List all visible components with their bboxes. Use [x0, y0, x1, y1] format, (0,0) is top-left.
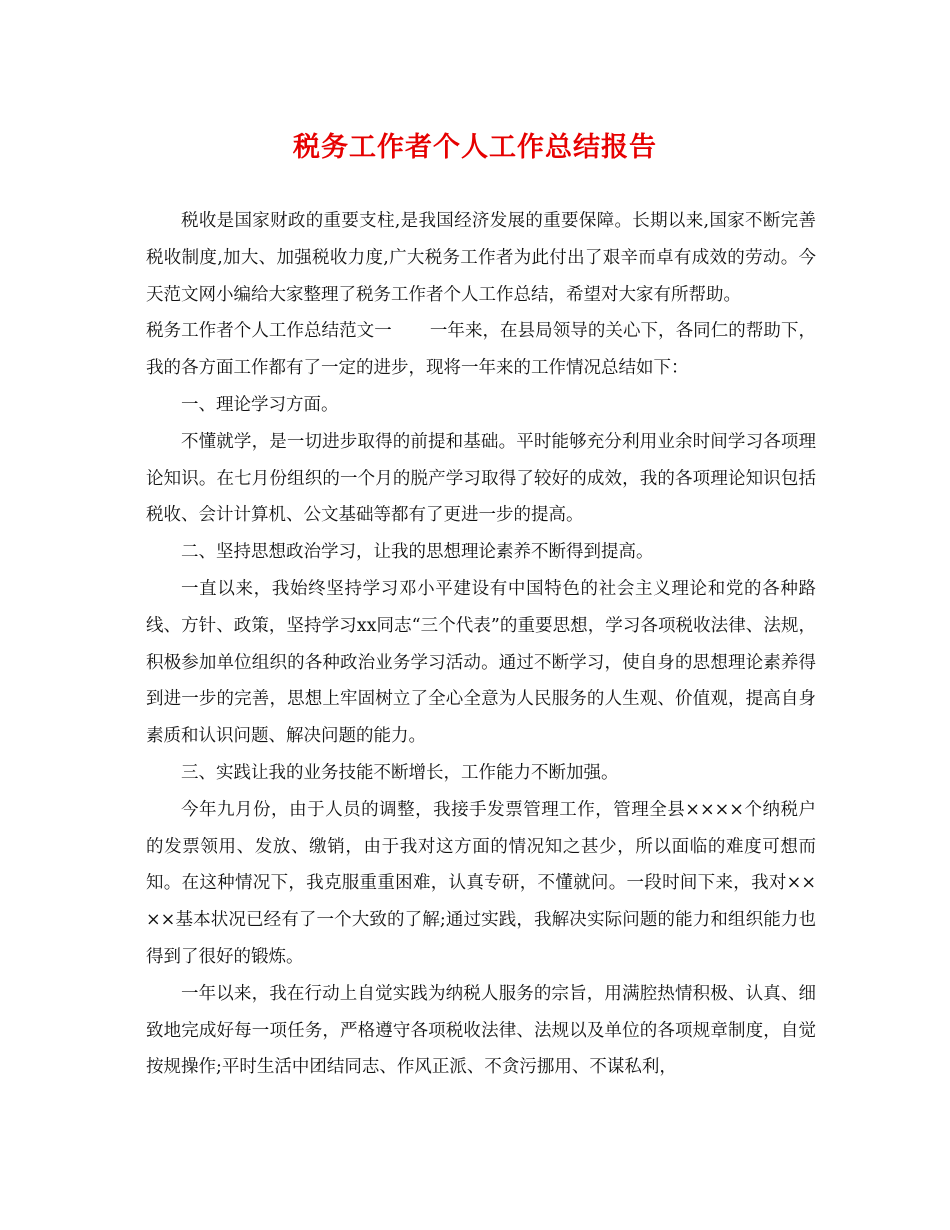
sample-paragraph	[146, 313, 816, 387]
section-2-heading: 二、坚持思想政治学习，让我的思想理论素养不断得到提高。	[181, 542, 654, 563]
document-body	[146, 203, 816, 1086]
section-3-paragraph-1: 今年九月份，由于人员的调整，我接手发票管理工作，管理全县××××个纳税户的发票领用、发放、缴销，由于我对这方面的情况知之甚少，所以面临的难度可想而知。在这种情况下，我克服重重困难，认真专研，不懂就问。一段时间下来，我对××××基本状况已经有了一个大致的了解;通过实践，我解决实际问题的能力和组织能力也得到了很好的锻炼。	[146, 799, 816, 967]
section-1-paragraph: 不懂就学，是一切进步取得的前提和基础。平时能够充分利用业余时间学习各项理论知识。在七月份组织的一个月的脱产学习取得了较好的成效，我的各项理论知识包括税收、会计计算机、公文基础等都有了更进一步的提高。	[146, 431, 816, 526]
section-3-paragraph-2: 一年以来，我在行动上自觉实践为纳税人服务的宗旨，用满腔热情积极、认真、细致地完成好每一项任务，严格遵守各项税收法律、法规以及单位的各项规章制度，自觉按规操作;平时生活中团结同志、作风正派、不贪污挪用、不谋私利，	[146, 983, 816, 1078]
section-2-paragraph: 一直以来，我始终坚持学习邓小平建设有中国特色的社会主义理论和党的各种路线、方针、政策，坚持学习xx同志“三个代表”的重要思想，学习各项税收法律、法规，积极参加单位组织的各种政治业务学习活动。通过不断学习，使自身的思想理论素养得到进一步的完善，思想上牢固树立了全心全意为人民服务的人生观、价值观，提高自身素质和认识问题、解决问题的能力。	[146, 578, 816, 747]
document-title: 税务工作者个人工作总结报告	[293, 132, 657, 163]
section-1-heading: 一、理论学习方面。	[181, 394, 339, 415]
intro-paragraph: 税收是国家财政的重要支柱,是我国经济发展的重要保障。长期以来,国家不断完善税收制度,加大、加强税收力度,广大税务工作者为此付出了艰辛而卓有成效的劳动。今天范文网小编给大家整理了税务工作者个人工作总结，希望对大家有所帮助。	[146, 211, 816, 305]
sample-opening: 一年来，在县局领导的关心下，各同仁的帮助下，我的各方面工作都有了一定的进步，现将一年来的工作情况总结如下：	[146, 321, 817, 379]
section-3-heading: 三、实践让我的业务技能不断增长，工作能力不断加强。	[181, 762, 619, 783]
sample-heading: 税务工作者个人工作总结范文一	[146, 321, 392, 342]
